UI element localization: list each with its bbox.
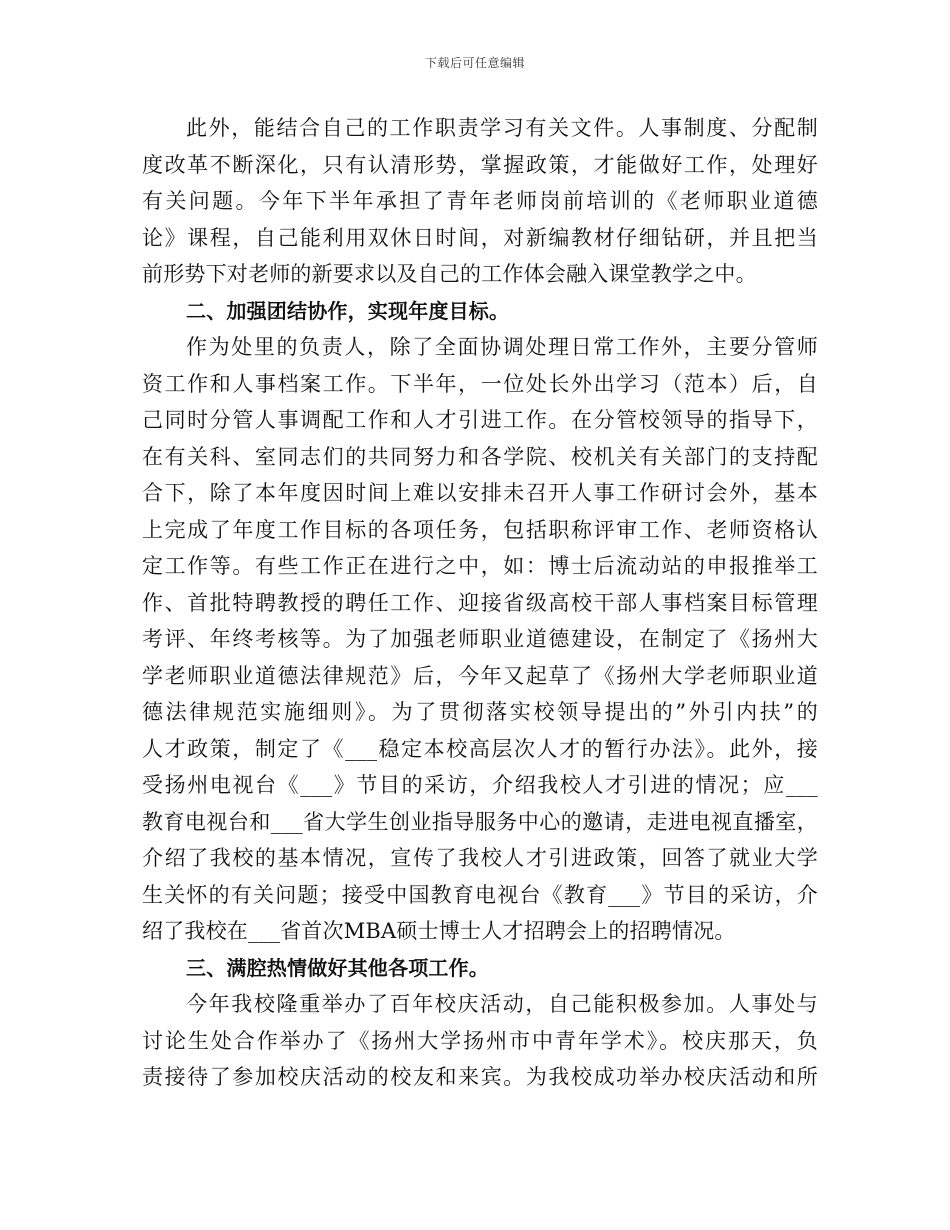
- text-line: 上完成了年度工作目标的各项任务，包括职称评审工作、老师资格认: [142, 517, 818, 542]
- text-line: 生关怀的有关问题；接受中国教育电视台《教育___》节目的采访，介: [142, 882, 818, 907]
- text-line: 责接待了参加校庆活动的校友和来宾。为我校成功举办校庆活动和所: [142, 1065, 818, 1089]
- text-line: 此外，能结合自己的工作职责学习有关文件。人事制度、分配制: [186, 116, 818, 140]
- text-line: 考评、年终考核等。为了加强老师职业道德建设，在制定了《扬州大: [142, 627, 818, 651]
- text-line: 讨论生处合作举办了《扬州大学扬州市中青年学术》。校庆那天，负: [142, 1028, 818, 1053]
- text-line: 受扬州电视台《___》节目的采访，介绍我校人才引进的情况；应___: [142, 773, 818, 797]
- text-line: 度改革不断深化，只有认清形势，掌握政策，才能做好工作，处理好: [142, 152, 818, 177]
- text-line: 绍了我校在___省首次MBA硕士博士人才招聘会上的招聘情况。: [142, 919, 736, 943]
- document-body: [142, 110, 818, 1096]
- text-line: 合下，除了本年度因时间上难以安排未召开人事工作研讨会外，基本: [142, 481, 818, 505]
- paragraph: [142, 110, 818, 293]
- text-line: 有关问题。今年下半年承担了青年老师岗前培训的《老师职业道德: [142, 189, 818, 213]
- paragraph: [142, 329, 818, 950]
- text-line: 作为处里的负责人，除了全面协调处理日常工作外，主要分管师: [186, 335, 818, 359]
- text-line: 资工作和人事档案工作。下半年，一位处长外出学习（范本）后，自: [142, 371, 818, 396]
- text-line: 介绍了我校的基本情况，宣传了我校人才引进政策，回答了就业大学: [142, 846, 818, 870]
- section-heading: 二、加强团结协作，实现年度目标。: [186, 298, 510, 323]
- text-line: 教育电视台和___省大学生创业指导服务中心的邀请，走进电视直播室，: [142, 809, 818, 834]
- text-line: 德法律规范实施细则》。为了贯彻落实校领导提出的”外引内扶”的: [142, 700, 818, 724]
- text-line: 前形势下对老师的新要求以及自己的工作体会融入课堂教学之中。: [142, 262, 757, 286]
- text-line: 论》课程，自己能利用双休日时间，对新编教材仔细钻研，并且把当: [142, 225, 818, 250]
- text-line: 人才政策，制定了《___稳定本校高层次人才的暂行办法》。此外，接: [142, 736, 818, 761]
- text-line: 己同时分管人事调配工作和人才引进工作。在分管校领导的指导下，: [142, 408, 818, 432]
- section-heading: 三、满腔热情做好其他各项工作。: [186, 955, 489, 980]
- text-line: 学老师职业道德法律规范》后，今年又起草了《扬州大学老师职业道: [142, 663, 818, 688]
- text-line: 在有关科、室同志们的共同努力和各学院、校机关有关部门的支持配: [142, 444, 818, 469]
- page-header: 下载后可任意编辑: [424, 56, 525, 70]
- text-line: 作、首批特聘教授的聘任工作、迎接省级高校干部人事档案目标管理: [142, 590, 818, 615]
- text-line: 定工作等。有些工作正在进行之中，如：博士后流动站的申报推举工: [142, 554, 818, 578]
- paragraph: [142, 986, 818, 1096]
- text-line: 今年我校隆重举办了百年校庆活动，自己能积极参加。人事处与: [186, 992, 818, 1016]
